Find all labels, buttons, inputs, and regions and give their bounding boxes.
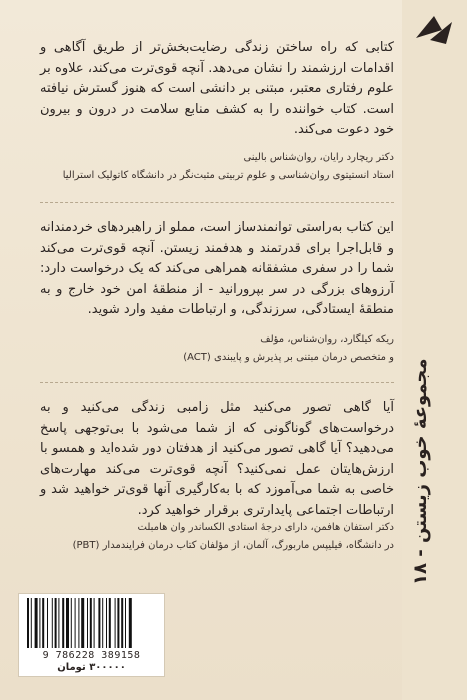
blurb-3-author: دکتر استفان هافمن، دارای درجهٔ استادی الکساندر وان هامبلت bbox=[137, 522, 394, 533]
barcode-bar bbox=[71, 598, 72, 648]
blurb-1-title: استاد انستیتوی روان‌شناسی و علوم تربیتی مثبت‌نگر در دانشگاه کاتولیک استرالیا bbox=[62, 170, 394, 181]
barcode-bar bbox=[90, 598, 92, 648]
barcode-bar bbox=[106, 598, 107, 648]
barcode-bar bbox=[109, 598, 111, 648]
barcode-bar bbox=[94, 598, 95, 648]
barcode-bar bbox=[125, 598, 126, 648]
bird-logo-icon bbox=[412, 8, 458, 54]
blurb-3-title: در دانشگاه، فیلیپس ماربورگ، آلمان، از مؤلفان کتاب درمان فرایندمدار (PBT) bbox=[72, 540, 394, 551]
blurb-2-text: این کتاب به‌راستی توانمندساز است، مملو از راهبردهای خردمندانه و قابل‌اجرا برای قدرتمند و هدفمند زیستن. آنچه قوی‌ترت می‌کند شما را در سفری مشفقانه همراهی می‌کند که یک درخواست دارد: آرزوهای بزرگی در سر بپرورانید - از منطقهٔ امن خود خارج و به منطقهٔ ایستادگی، سرزندگی، و ارتباطات مفید وارد شوید. bbox=[40, 220, 394, 317]
series-label-text: مجموعهٔ خوب زیستن - ۱۸ bbox=[410, 358, 431, 585]
blurb-1-author: دکتر ریچارد رایان، روان‌شناس بالینی bbox=[243, 152, 394, 163]
barcode-bar bbox=[87, 598, 88, 648]
blurb-2-title: و متخصص درمان مبتنی بر پذیرش و پایبندی (ACT) bbox=[183, 352, 394, 363]
barcode-bar bbox=[39, 598, 40, 648]
barcode-bar bbox=[58, 598, 59, 648]
blurb-3-text: آیا گاهی تصور می‌کنید مثل زامبی زندگی می‌کنید و به درخواست‌های گوناگونی که از شما می‌شود با بی‌توجهی پاسخ می‌دهید؟ آیا گاهی تصور می‌کنید از هدفتان دور شده‌اید و همسو با ارزش‌هایتان عمل نمی‌کنید؟ آنچه قوی‌ترت می‌کند مهارت‌های خاصی به شما می‌آموزد که با به‌کارگیری آنها قوی‌تر خواهید شد و ارتباطات اجتماعی پایدارتری برقرار خواهید کرد. bbox=[40, 400, 394, 518]
barcode-bar bbox=[102, 598, 103, 648]
barcode-bar bbox=[78, 598, 79, 648]
blurb-2-author: ریکه کیلگارد، روان‌شناس، مؤلف bbox=[260, 334, 394, 345]
barcode-bar bbox=[129, 598, 132, 648]
barcode-bar bbox=[27, 598, 29, 648]
barcode-bar bbox=[47, 598, 48, 648]
divider bbox=[40, 382, 394, 383]
barcode-bar bbox=[52, 598, 53, 648]
barcode-icon bbox=[25, 598, 158, 650]
barcode-bar bbox=[31, 598, 32, 648]
divider bbox=[40, 202, 394, 203]
barcode-bar bbox=[62, 598, 64, 648]
barcode-bar bbox=[55, 598, 57, 648]
barcode-bar bbox=[121, 598, 123, 648]
barcode-bar bbox=[117, 598, 119, 648]
spine-strip bbox=[402, 0, 467, 700]
barcode-bar bbox=[42, 598, 44, 648]
isbn-number: 9 786228 389158 bbox=[42, 650, 141, 661]
barcode-bar bbox=[81, 598, 84, 648]
barcode-bar bbox=[75, 598, 76, 648]
barcode-panel bbox=[18, 593, 165, 677]
barcode-bar bbox=[115, 598, 116, 648]
price-label: ۳۰۰۰۰۰ تومان bbox=[57, 662, 126, 673]
blurb-1-text: کتابی که راه ساختن زندگی رضایت‌بخش‌تر از طریق آگاهی و اقدامات ارزشمند را نشان می‌دهد. آنچه قوی‌ترت می‌کند، علاوه بر علوم رفتاری معتبر، مبتنی بر دانشی است که هنوز گسترش نیافته است. کتاب خواننده را به کشف منابع سلامت در درون و بیرون خود دعوت می‌کند. bbox=[40, 40, 394, 137]
barcode-bar bbox=[66, 598, 69, 648]
barcode-bar bbox=[35, 598, 38, 648]
barcode-bar bbox=[98, 598, 100, 648]
